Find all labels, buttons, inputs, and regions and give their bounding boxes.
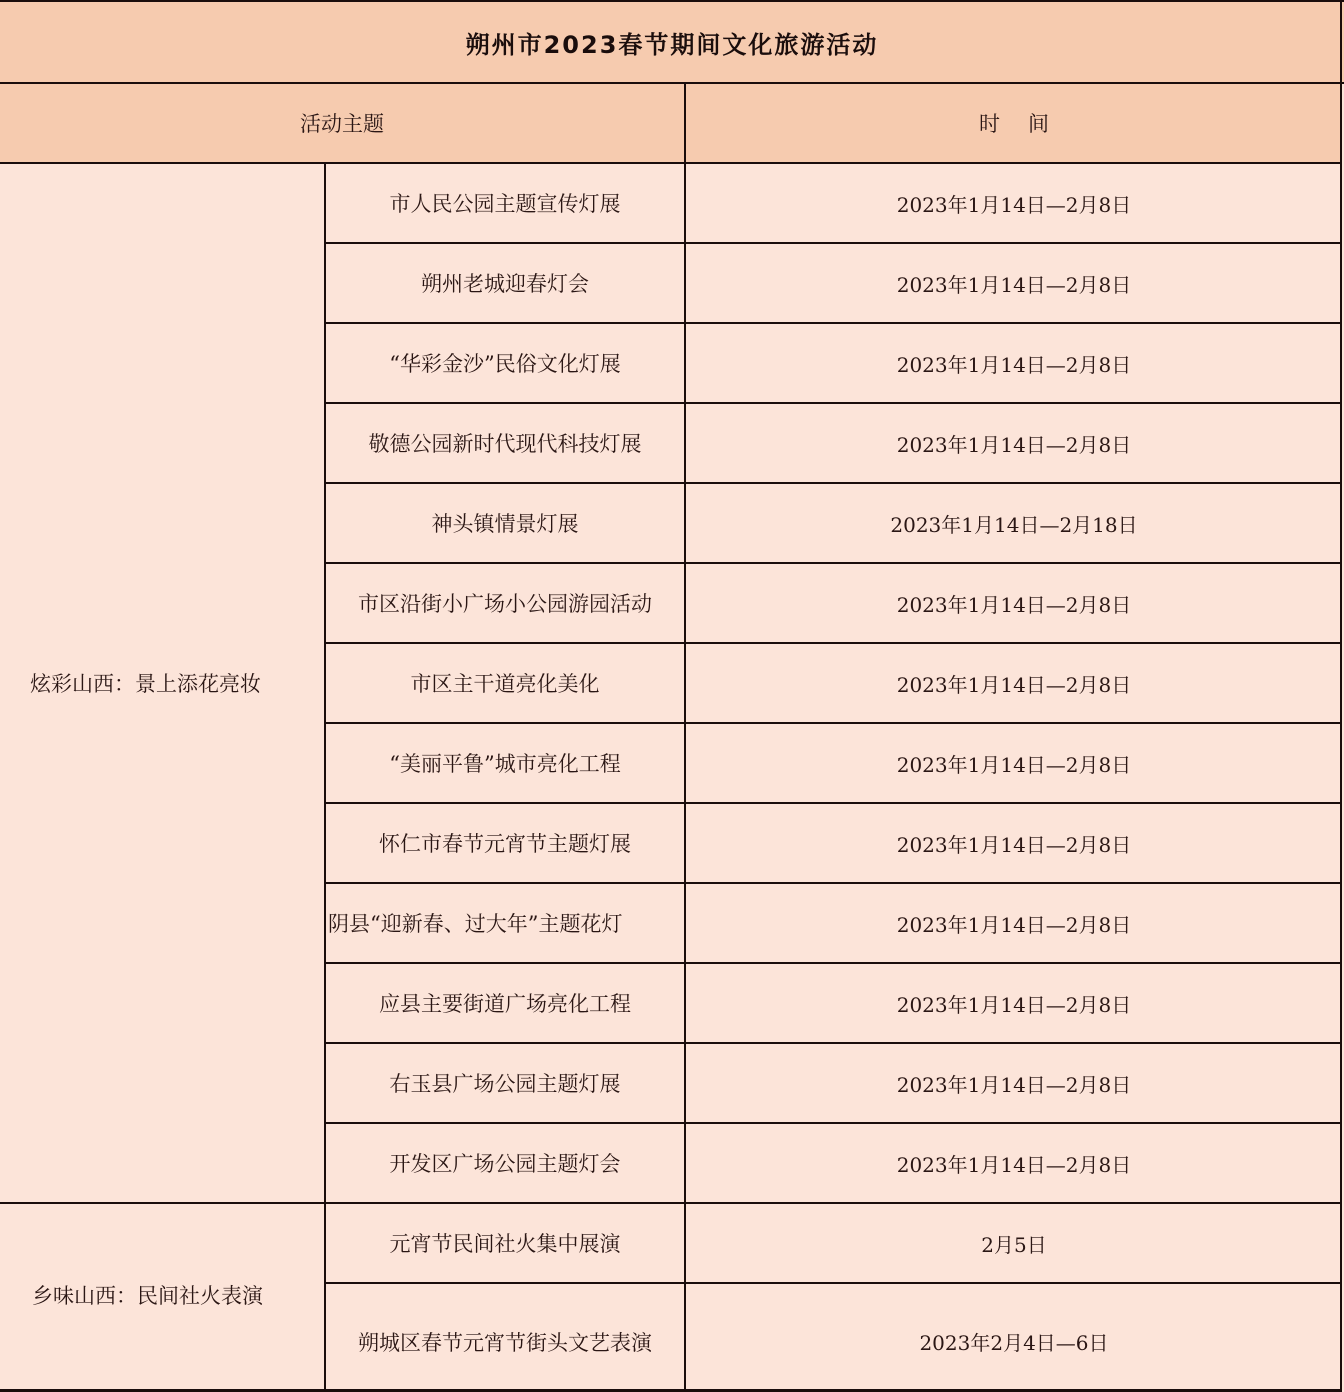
time-cell: 2023年1月14日—2月8日: [686, 1044, 1342, 1124]
activity-cell: 右玉县广场公园主题灯展: [326, 1044, 686, 1124]
activity-cell: 神头镇情景灯展: [326, 484, 686, 564]
time-cell: 2023年1月14日—2月8日: [686, 564, 1342, 644]
activity-cell: 市区沿街小广场小公园游园活动: [326, 564, 686, 644]
activity-cell: 应县主要街道广场亮化工程: [326, 964, 686, 1044]
column-header-time: 时间: [686, 84, 1342, 164]
activity-cell: 阴县“迎新春、过大年”主题花灯: [326, 884, 686, 964]
column-header-theme: 活动主题: [0, 84, 686, 164]
time-cell: 2023年1月14日—2月8日: [686, 724, 1342, 804]
time-cell: 2023年1月14日—2月8日: [686, 244, 1342, 324]
time-cell: 2023年1月14日—2月8日: [686, 164, 1342, 244]
activity-cell: “美丽平鲁”城市亮化工程: [326, 724, 686, 804]
group-cell-folk-performance: 乡味山西：民间社火表演: [0, 1204, 326, 1392]
activity-cell: 市人民公园主题宣传灯展: [326, 164, 686, 244]
time-cell: 2月5日: [686, 1204, 1342, 1284]
time-cell: 2023年1月14日—2月8日: [686, 804, 1342, 884]
time-cell: 2023年1月14日—2月8日: [686, 404, 1342, 484]
activity-cell: 朔城区春节元宵节街头文艺表演: [326, 1284, 686, 1392]
activity-cell: 敬德公园新时代现代科技灯展: [326, 404, 686, 484]
table-title: 朔州市2023春节期间文化旅游活动: [0, 0, 1344, 84]
activity-cell: 市区主干道亮化美化: [326, 644, 686, 724]
time-cell: 2023年1月14日—2月8日: [686, 1124, 1342, 1204]
activity-cell: 朔州老城迎春灯会: [326, 244, 686, 324]
time-cell: 2023年1月14日—2月8日: [686, 884, 1342, 964]
time-cell: 2023年1月14日—2月18日: [686, 484, 1342, 564]
activity-cell: 元宵节民间社火集中展演: [326, 1204, 686, 1284]
activity-cell: “华彩金沙”民俗文化灯展: [326, 324, 686, 404]
activity-cell: 怀仁市春节元宵节主题灯展: [326, 804, 686, 884]
time-cell: 2023年1月14日—2月8日: [686, 964, 1342, 1044]
table-right-border: [1340, 0, 1342, 1392]
group-cell-scenery-lighting: 炫彩山西：景上添花亮妆: [0, 164, 326, 1204]
time-cell: 2023年1月14日—2月8日: [686, 324, 1342, 404]
time-cell: 2023年2月4日—6日: [686, 1284, 1342, 1392]
time-cell: 2023年1月14日—2月8日: [686, 644, 1342, 724]
activity-cell: 开发区广场公园主题灯会: [326, 1124, 686, 1204]
